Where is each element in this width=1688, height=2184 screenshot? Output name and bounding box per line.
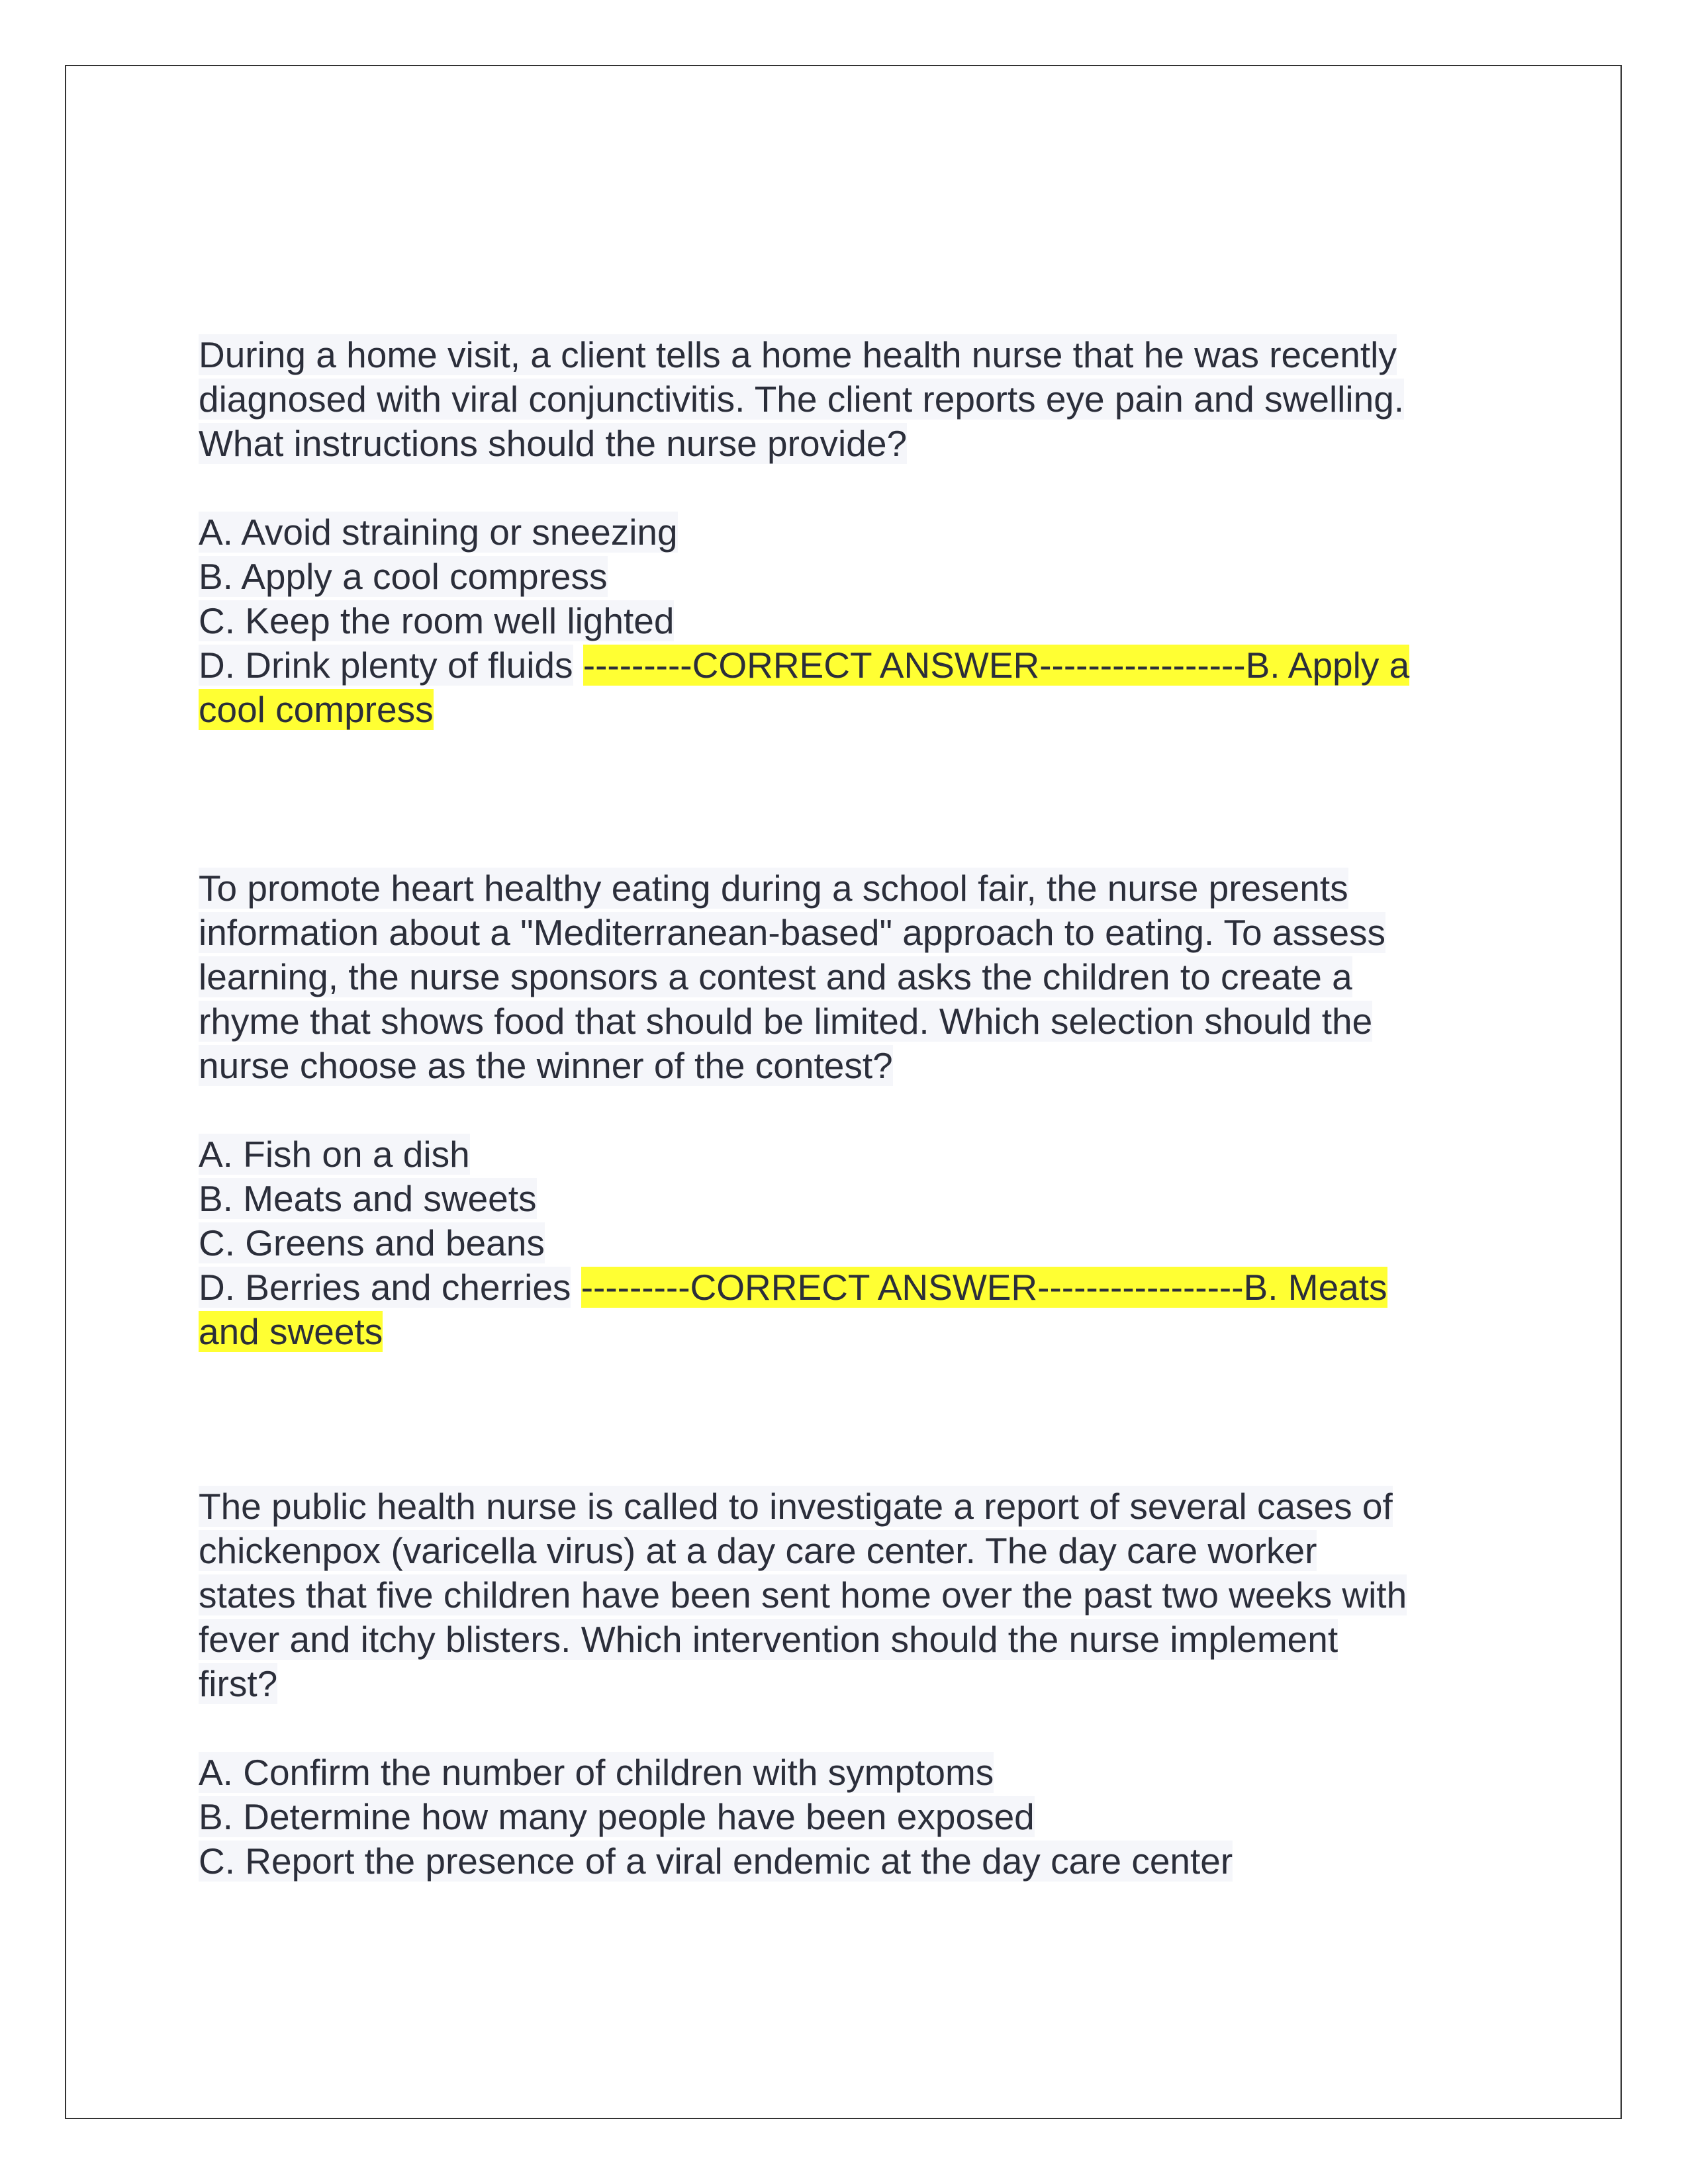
- question-1-stem-line: What instructions should the nurse provide?: [199, 423, 908, 464]
- question-2: [199, 866, 1496, 1354]
- question-1-option-b: B. Apply a cool compress: [199, 556, 608, 597]
- question-2-option-b: B. Meats and sweets: [199, 1178, 537, 1219]
- question-1-option-c: C. Keep the room well lighted: [199, 600, 675, 641]
- question-1-correct-answer: ---------CORRECT ANSWER-----------------B. Apply a: [583, 645, 1410, 686]
- question-2-correct-answer-cont: and sweets: [199, 1311, 383, 1352]
- question-1-correct-answer-cont: cool compress: [199, 689, 434, 730]
- question-3-option-c: C. Report the presence of a viral endemic at the day care center: [199, 1841, 1233, 1882]
- question-2-option-d: D. Berries and cherries: [199, 1267, 571, 1308]
- question-3-stem-line: The public health nurse is called to investigate a report of several cases of: [199, 1486, 1393, 1527]
- question-2-stem-line: learning, the nurse sponsors a contest and asks the children to create a: [199, 956, 1352, 997]
- question-1-stem-line: During a home visit, a client tells a home health nurse that he was recently: [199, 334, 1397, 375]
- question-3-option-b: B. Determine how many people have been exposed: [199, 1796, 1035, 1837]
- question-2-stem-line: nurse choose as the winner of the contest?: [199, 1045, 893, 1086]
- question-1-option-a: A. Avoid straining or sneezing: [199, 512, 678, 553]
- question-3: [199, 1484, 1496, 1884]
- question-3-stem-line: states that five children have been sent home over the past two weeks with: [199, 1574, 1407, 1615]
- question-1: [199, 333, 1496, 732]
- question-3-stem-line: chickenpox (varicella virus) at a day care center. The day care worker: [199, 1530, 1317, 1571]
- question-3-stem-line: first?: [199, 1663, 278, 1704]
- question-2-stem-line: To promote heart healthy eating during a school fair, the nurse presents: [199, 868, 1348, 909]
- question-2-option-a: A. Fish on a dish: [199, 1134, 470, 1175]
- question-2-option-c: C. Greens and beans: [199, 1222, 545, 1263]
- question-2-correct-answer: ---------CORRECT ANSWER-----------------B. Meats: [581, 1267, 1387, 1308]
- question-2-stem-line: information about a "Mediterranean-based" approach to eating. To assess: [199, 912, 1386, 953]
- question-3-option-a: A. Confirm the number of children with symptoms: [199, 1752, 994, 1793]
- question-1-option-d: D. Drink plenty of fluids: [199, 645, 573, 686]
- question-1-stem-line: diagnosed with viral conjunctivitis. The client reports eye pain and swelling.: [199, 379, 1405, 420]
- question-3-stem-line: fever and itchy blisters. Which intervention should the nurse implement: [199, 1619, 1338, 1660]
- question-2-stem-line: rhyme that shows food that should be limited. Which selection should the: [199, 1001, 1373, 1042]
